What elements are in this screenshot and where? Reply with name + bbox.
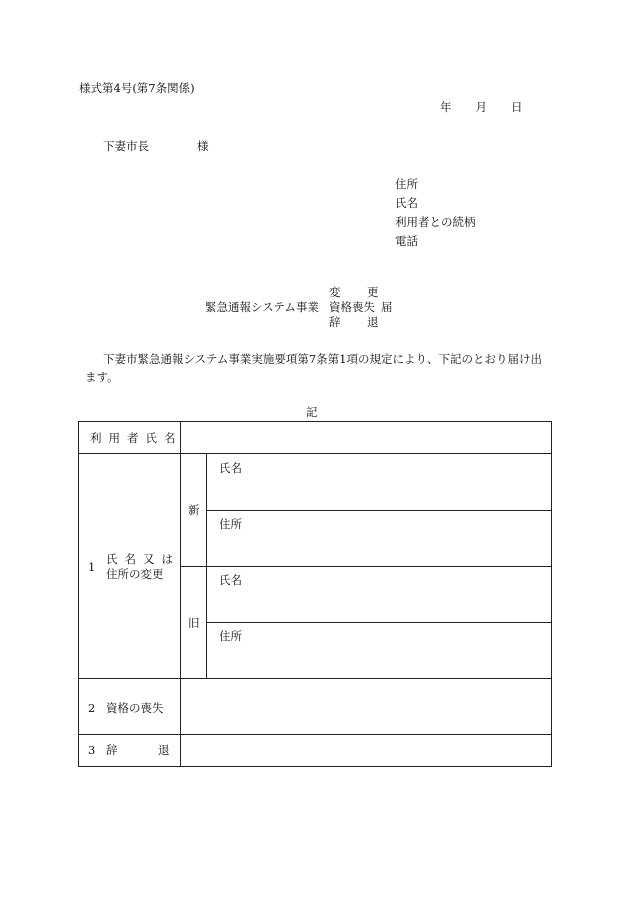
- old-address-field[interactable]: [207, 623, 551, 678]
- applicant-name-label: 氏名: [395, 196, 418, 210]
- date-month: 月: [475, 100, 487, 114]
- body-line-1: 下妻市緊急通報システム事業実施要項第7条第1項の規定により、下記のとおり届け出: [103, 352, 542, 366]
- document-title: [205, 285, 405, 330]
- title-option-loss-a: 資格: [329, 300, 352, 314]
- title-option-change-b: 更: [367, 285, 379, 299]
- old-name-label: 氏名: [219, 573, 242, 587]
- form-number: 様式第4号(第7条関係): [79, 81, 195, 95]
- title-option-withdraw-a: 辞: [329, 315, 341, 329]
- old-name-field[interactable]: [207, 567, 551, 622]
- section3-label-b: 退: [158, 743, 170, 757]
- title-option-change-a: 変: [329, 285, 341, 299]
- date-year: 年: [440, 100, 452, 114]
- new-name-field[interactable]: [207, 454, 551, 510]
- title-option-loss-b: 喪失: [352, 300, 375, 314]
- addressee: [103, 139, 209, 153]
- section2-number: 2: [88, 701, 96, 715]
- old-address-label: 住所: [219, 629, 242, 643]
- section3-number: 3: [88, 743, 96, 757]
- section1-label-line1: 氏名又は: [106, 552, 180, 566]
- new-name-label: 氏名: [219, 461, 242, 475]
- section3-field[interactable]: [181, 735, 550, 766]
- applicant-address-label: 住所: [395, 177, 418, 191]
- old-label: 旧: [188, 616, 200, 630]
- new-label: 新: [188, 503, 200, 517]
- body-line-2: ます。: [85, 370, 119, 384]
- applicant-relation-label: 利用者との続柄: [395, 215, 476, 229]
- applicant-phone-label: 電話: [395, 234, 418, 248]
- user-name-label: 利用者氏名: [90, 431, 183, 445]
- applicant-block: [395, 175, 476, 251]
- title-option-withdraw-b: 退: [367, 315, 379, 329]
- section1-number: 1: [88, 560, 96, 574]
- new-address-field[interactable]: [207, 511, 551, 566]
- title-suffix: 届: [381, 300, 393, 314]
- date-line: [440, 100, 523, 114]
- new-address-label: 住所: [219, 517, 242, 531]
- section2-field[interactable]: [181, 679, 550, 734]
- user-name-field[interactable]: [181, 422, 550, 453]
- date-day: 日: [511, 100, 523, 114]
- ki-heading: 記: [306, 405, 318, 419]
- section2-label: 資格の喪失: [106, 701, 164, 715]
- addressee-name: 下妻市長: [103, 139, 149, 153]
- body-text: [85, 350, 555, 386]
- section1-label-line2: 住所の変更: [106, 567, 164, 581]
- form-table: [78, 421, 552, 767]
- title-prefix: 緊急通報システム事業: [205, 300, 319, 314]
- section3-label-a: 辞: [106, 743, 118, 757]
- addressee-honorific: 様: [197, 139, 209, 153]
